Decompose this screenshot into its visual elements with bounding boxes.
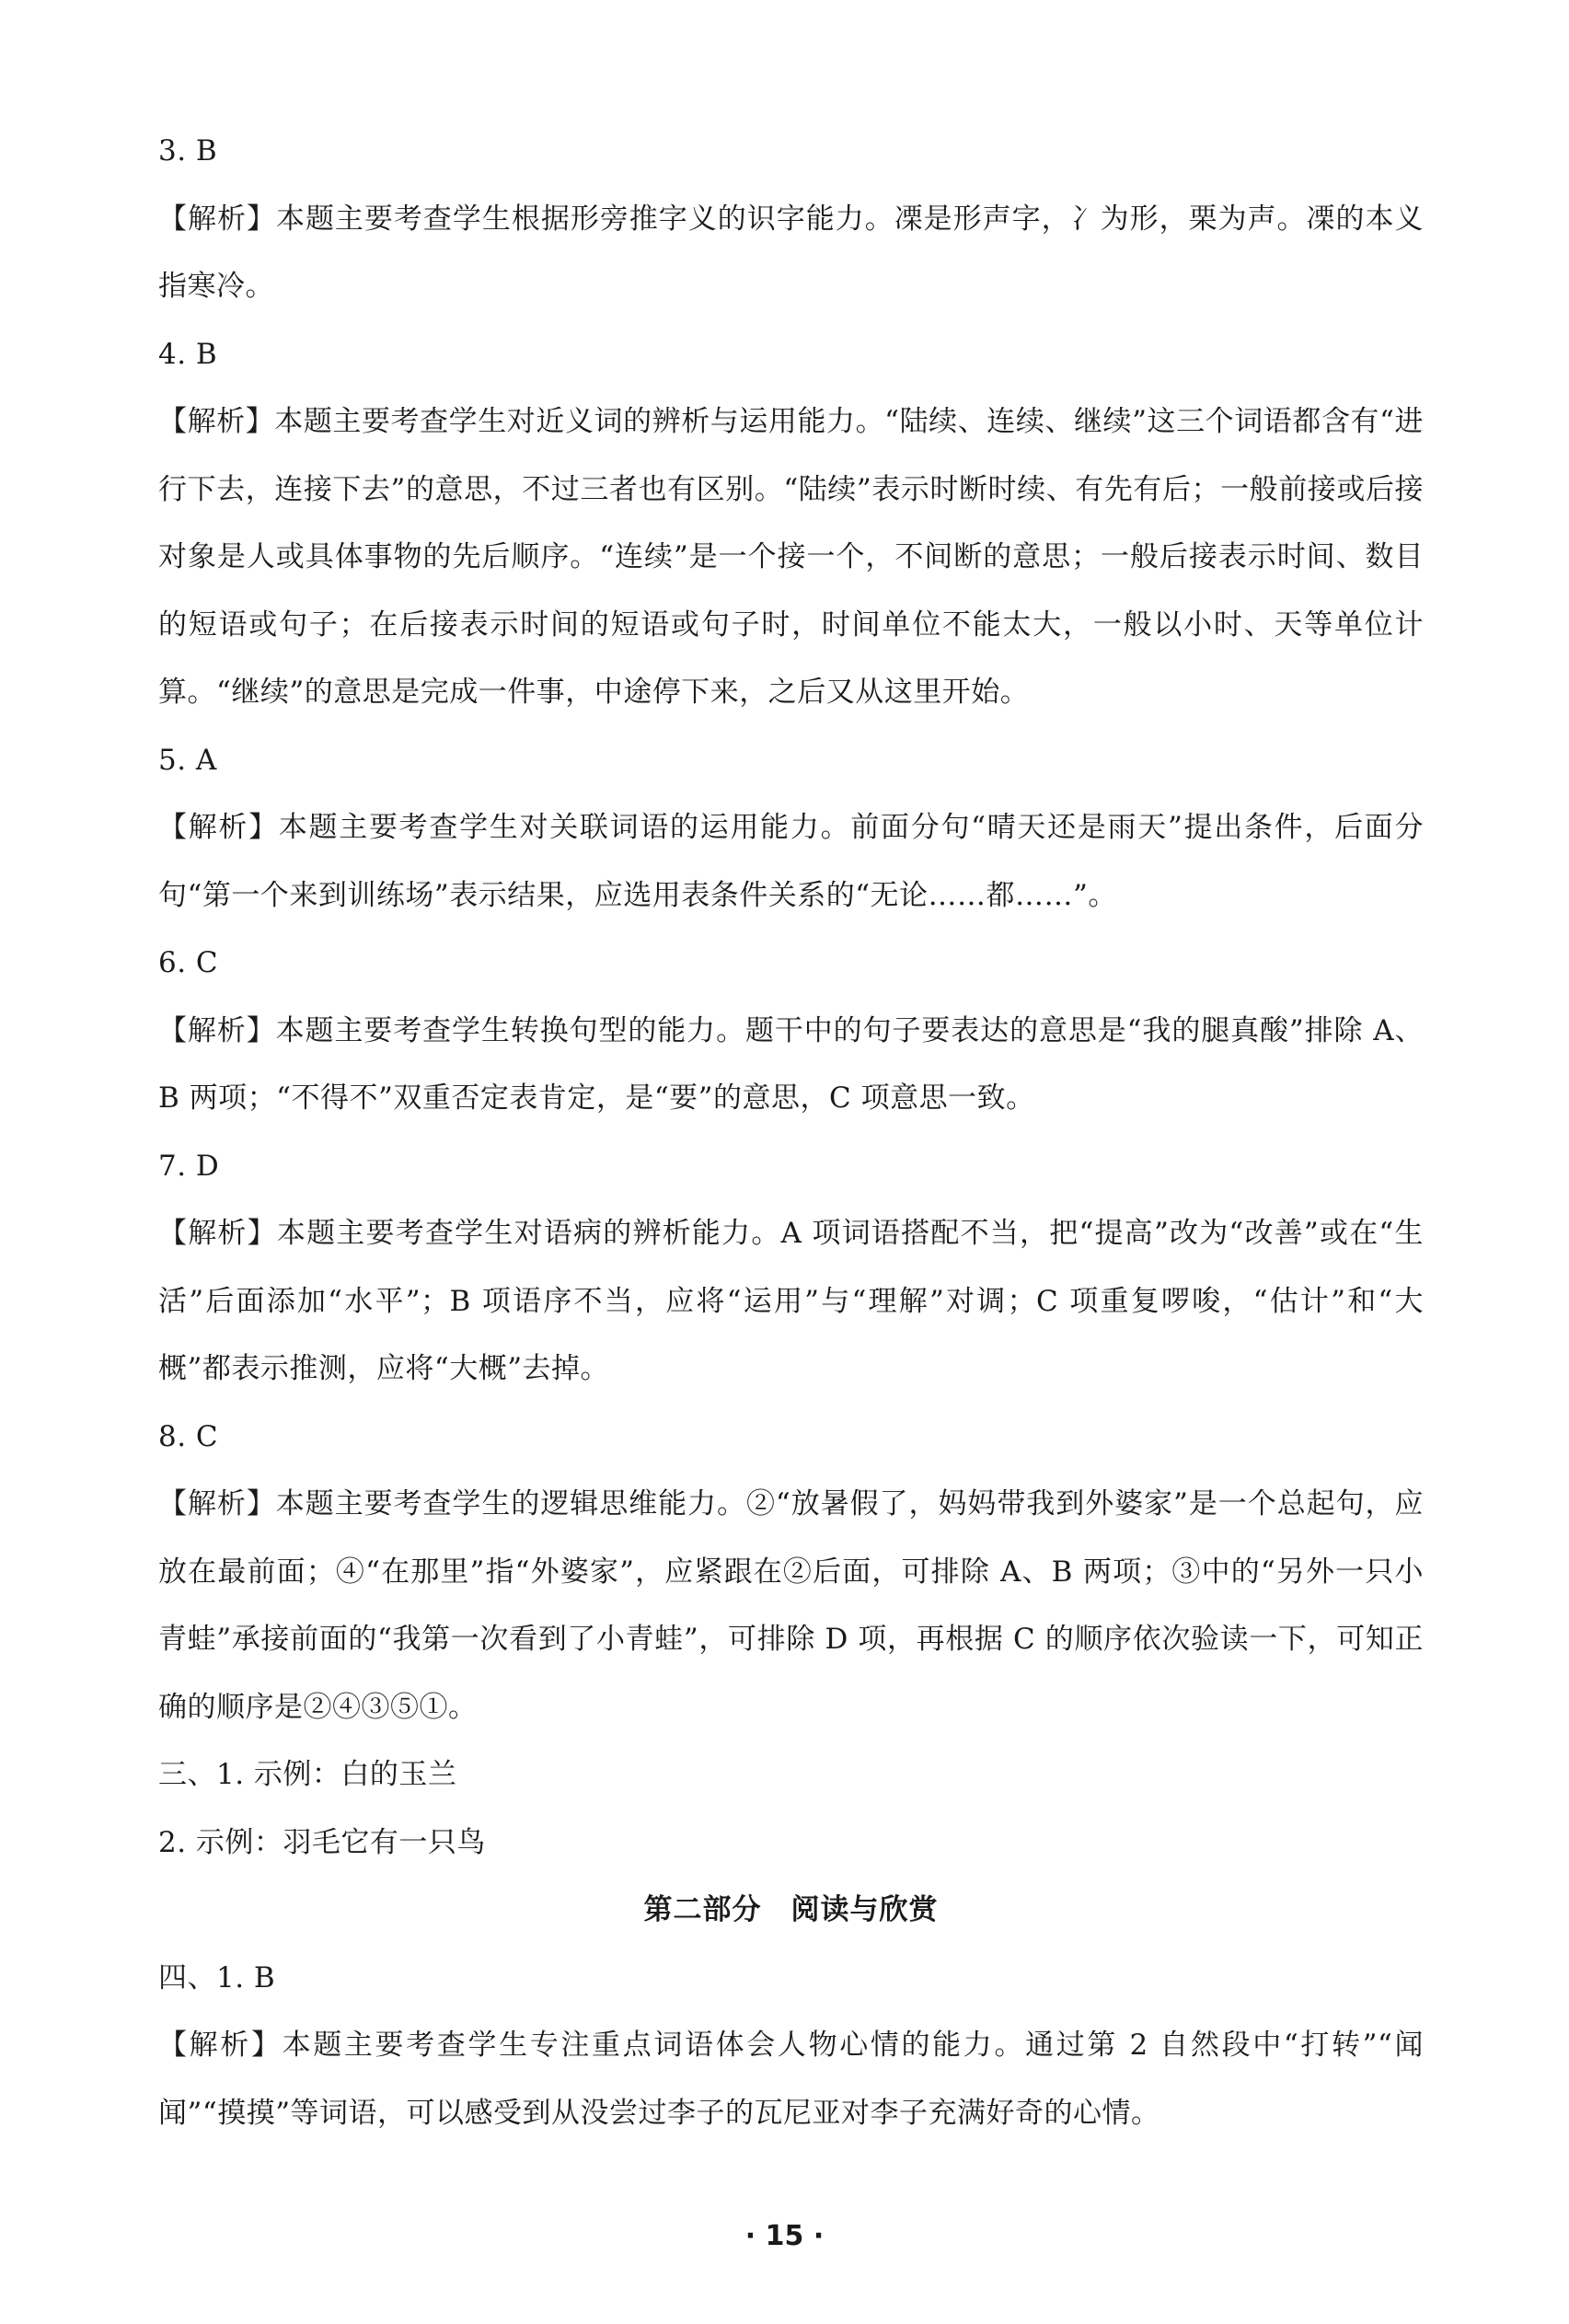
explanation-3: 【解析】本题主要考查学生根据形旁推字义的识字能力。凓是形声字，冫为形，栗为声。凓的本义指寒冷。 bbox=[158, 202, 1424, 303]
explanation-7: 【解析】本题主要考查学生对语病的辨析能力。A 项词语搭配不当，把“提高”改为“改善”或在“生活”后面添加“水平”；B 项语序不当，应将“运用”与“理解”对调；C 项重复啰唆，“估计”和“大概”都表示推测，应将“大概”去掉。 bbox=[158, 1217, 1424, 1385]
answer-section-3-2: 2. 示例：羽毛它有一只鸟 bbox=[158, 1825, 486, 1859]
answer-8: 8. C bbox=[158, 1419, 219, 1453]
section-title: 第二部分 阅读与欣赏 bbox=[643, 1893, 939, 1926]
answer-5: 5. A bbox=[158, 743, 217, 777]
answer-section-4-1: 四、1. B bbox=[158, 1960, 276, 1994]
answer-6: 6. C bbox=[158, 946, 219, 979]
explanation-5: 【解析】本题主要考查学生对关联词语的运用能力。前面分句“晴天还是雨天”提出条件，后面分句“第一个来到训练场”表示结果，应选用表条件关系的“无论……都……”。 bbox=[158, 811, 1424, 912]
page-number: · 15 · bbox=[744, 2220, 825, 2252]
answer-3: 3. B bbox=[158, 134, 218, 168]
answer-4: 4. B bbox=[158, 337, 218, 371]
explanation-4: 【解析】本题主要考查学生对近义词的辨析与运用能力。“陆续、连续、继续”这三个词语都含有“进行下去，连接下去”的意思，不过三者也有区别。“陆续”表示时断时续、有先有后；一般前接或后接对象是人或具体事物的先后顺序。“连续”是一个接一个，不间断的意思；一般后接表示时间、数目的短语或句子；在后接表示时间的短语或句子时，时间单位不能太大，一般以小时、天等单位计算。“继续”的意思是完成一件事，中途停下来，之后又从这里开始。 bbox=[158, 405, 1424, 709]
explanation-8: 【解析】本题主要考查学生的逻辑思维能力。②“放暑假了，妈妈带我到外婆家”是一个总起句，应放在最前面；④“在那里”指“外婆家”，应紧跟在②后面，可排除 A、B 两项；③中的“另外一只小青蛙”承接前面的“我第一次看到了小青蛙”，可排除 D 项，再根据 C 的顺序依次验读一下，可知正确的顺序是②④③⑤①。 bbox=[158, 1487, 1424, 1724]
explanation-6: 【解析】本题主要考查学生转换句型的能力。题干中的句子要表达的意思是“我的腿真酸”排除 A、B 两项；“不得不”双重否定表肯定，是“要”的意思，C 项意思一致。 bbox=[158, 1013, 1424, 1115]
answer-section-3-1: 三、1. 示例：白的玉兰 bbox=[158, 1758, 457, 1791]
answer-7: 7. D bbox=[158, 1149, 220, 1183]
explanation-section-4-1: 【解析】本题主要考查学生专注重点词语体会人物心情的能力。通过第 2 自然段中“打转”“闻闻”“摸摸”等词语，可以感受到从没尝过李子的瓦尼亚对李子充满好奇的心情。 bbox=[158, 2029, 1424, 2130]
document-body bbox=[158, 118, 1424, 2147]
